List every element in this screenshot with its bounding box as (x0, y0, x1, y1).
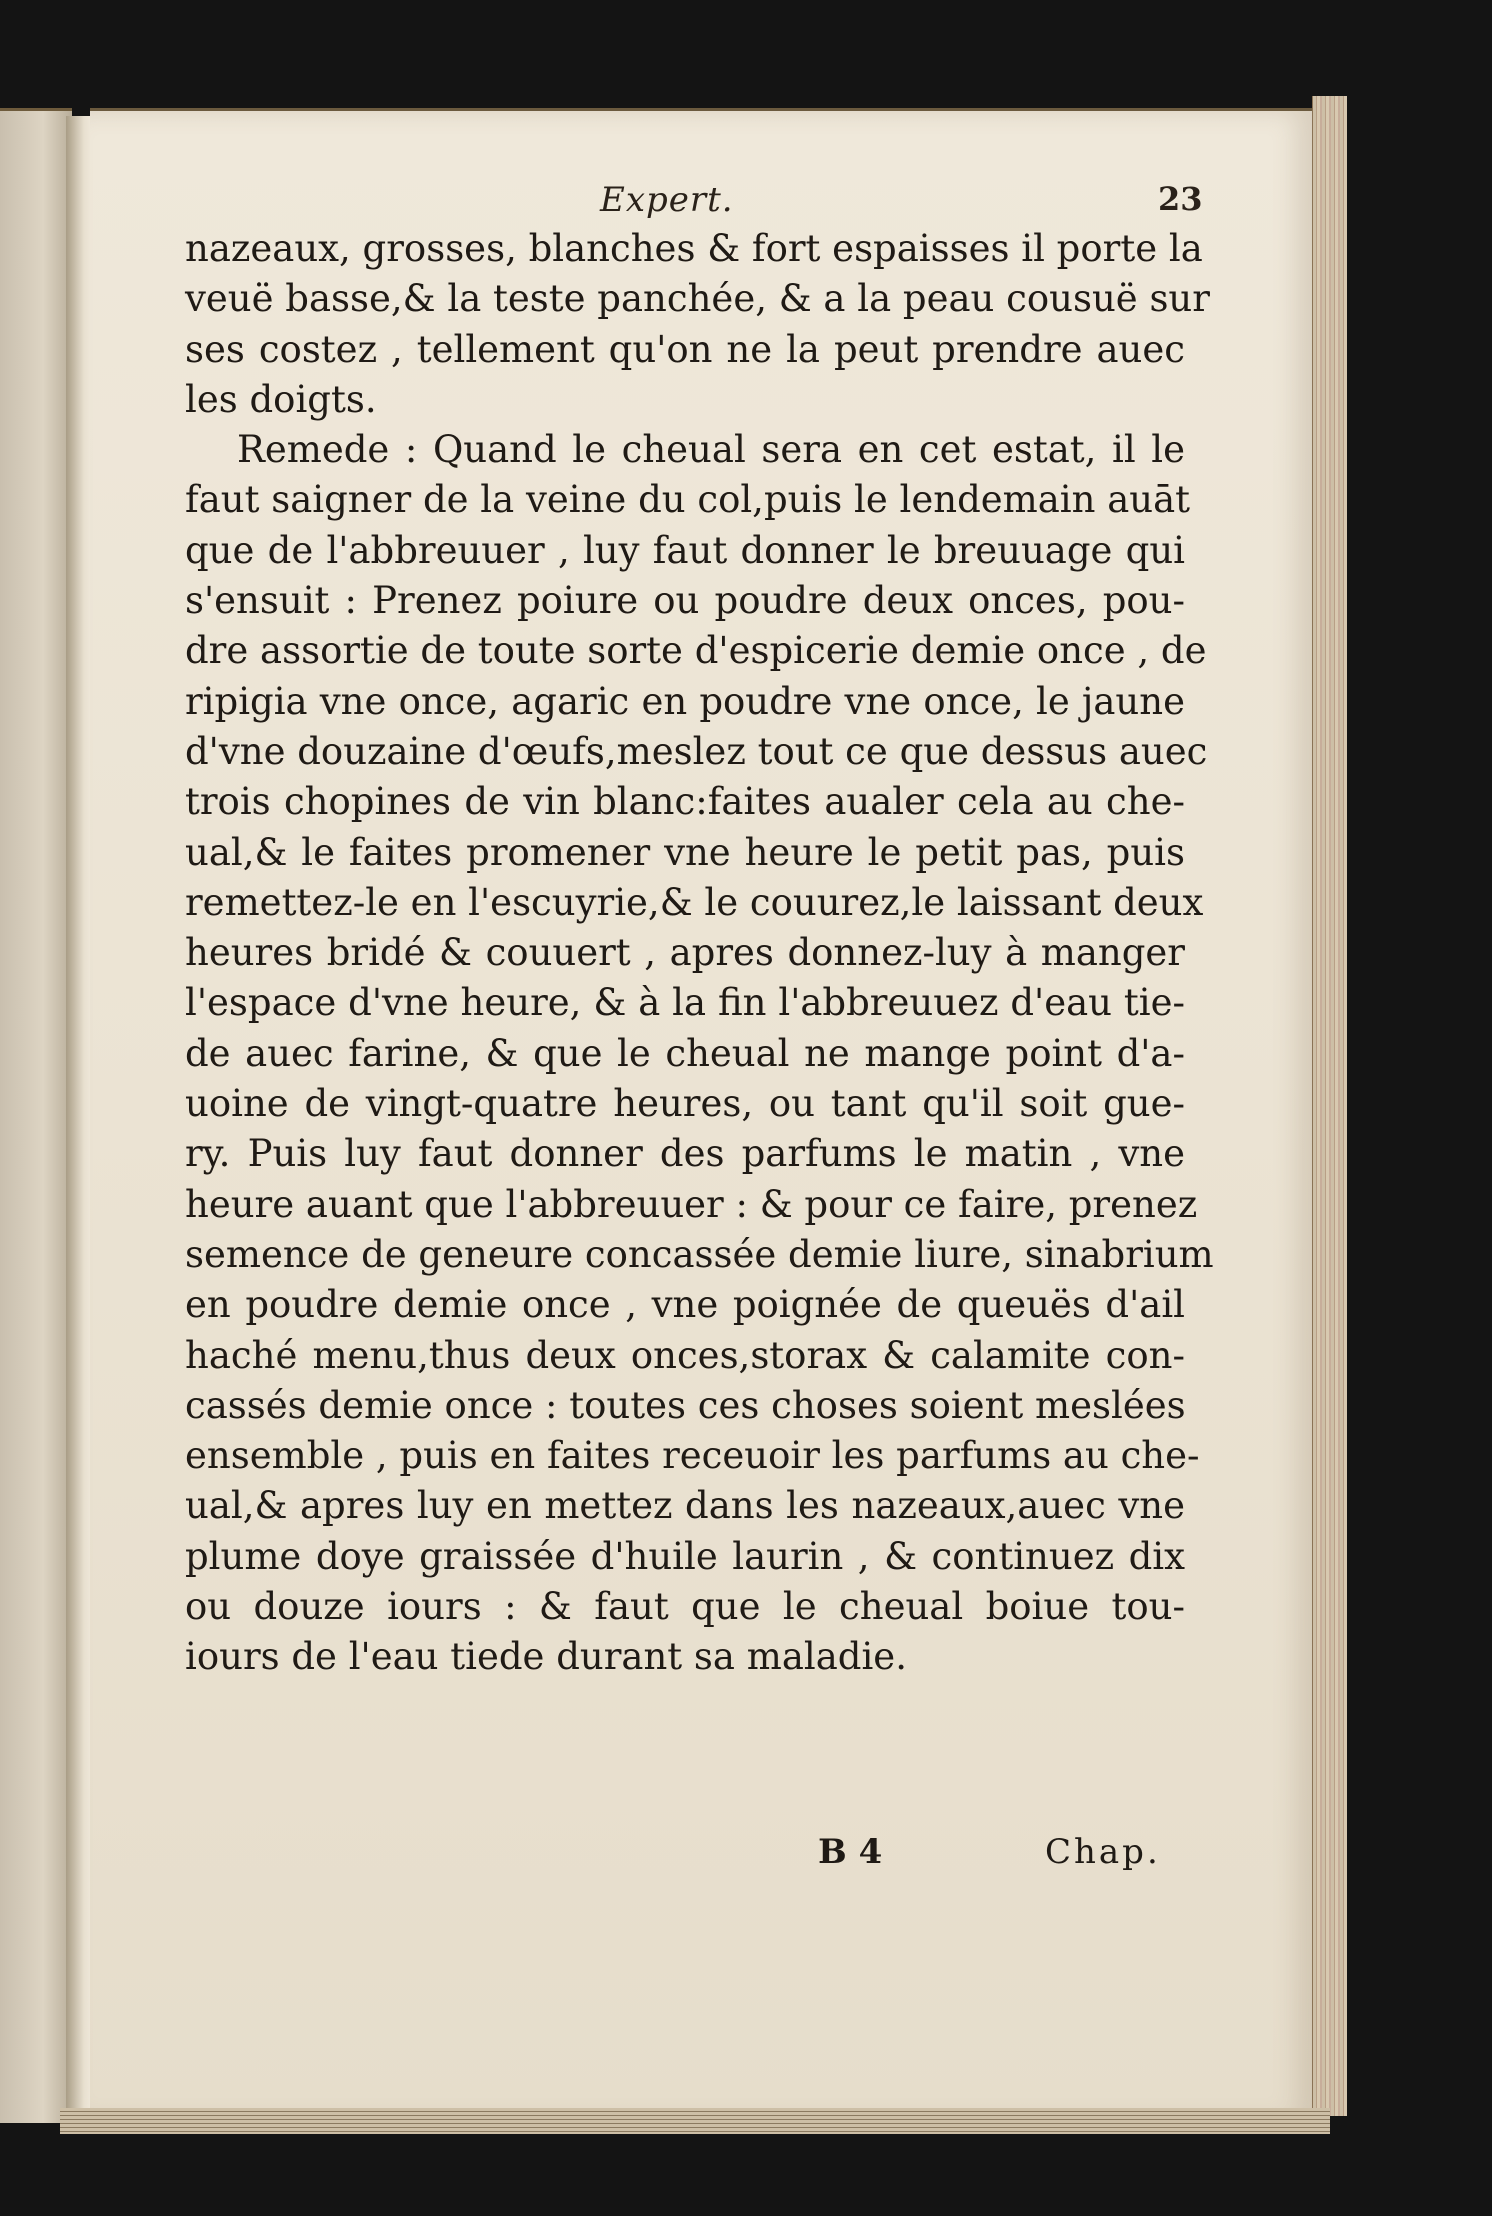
text-line: d'vne douzaine d'œufs,meslez tout ce que dessus auec (185, 729, 1208, 773)
text-line: ses costez , tellement qu'on ne la peut prendre auec (185, 327, 1185, 371)
text-line: trois chopines de vin blanc:faites aualer cela au che- (185, 780, 1185, 824)
signature-mark: B 4 (818, 1832, 883, 1872)
text-line: ripigia vne once, agaric en poudre vne once, le jaune (185, 679, 1185, 723)
text-line: ual,& apres luy en mettez dans les nazeaux,auec vne (185, 1484, 1185, 1528)
text-line: que de l'abbreuuer , luy faut donner le breuuage qui (185, 528, 1185, 572)
text-line: ou douze iours : & faut que le cheual boiue tou- (185, 1585, 1185, 1629)
text-block (185, 224, 1214, 1683)
text-line: uoine de vingt-quatre heures, ou tant qu'il soit gue- (185, 1082, 1185, 1126)
text-line: faut saigner de la veine du col,puis le lendemain auāt (185, 478, 1191, 522)
text-line: ensemble , puis en faites receuoir les parfums au che- (185, 1434, 1200, 1478)
text-line: s'ensuit : Prenez poiure ou poudre deux onces, pou- (185, 579, 1185, 623)
gutter (66, 116, 92, 2116)
running-head (90, 180, 1316, 230)
catchword: Chap. (1045, 1832, 1161, 1872)
text-line: ual,& le faites promener vne heure le petit pas, puis (185, 830, 1185, 874)
text-line: remettez-le en l'escuyrie,& le couurez,le laissant deux (185, 880, 1204, 924)
fore-edge (1312, 96, 1347, 2116)
bottom-edge (60, 2108, 1330, 2134)
text-line: cassés demie once : toutes ces choses soient meslées (185, 1383, 1186, 1427)
text-line: iours de l'eau tiede durant sa maladie. (185, 1635, 907, 1679)
text-line: plume doye graissée d'huile laurin , & continuez dix (185, 1534, 1185, 1578)
text-line: semence de geneure concassée demie liure, sinabrium (185, 1232, 1214, 1276)
text-line: nazeaux, grosses, blanches & fort espaisses il porte la (185, 227, 1203, 270)
text-line: dre assortie de toute sorte d'espicerie demie once , de (185, 629, 1207, 673)
text-line: de auec farine, & que le cheual ne mange point d'a- (185, 1031, 1185, 1075)
text-line: heures bridé & couuert , apres donnez-luy à manger (185, 931, 1185, 975)
text-line: veuë basse,& la teste panchée, & a la peau cousuë sur (185, 277, 1210, 321)
text-line: en poudre demie once , vne poignée de queuës d'ail (185, 1283, 1185, 1327)
left-page-edge (0, 108, 72, 2123)
text-line: ry. Puis luy faut donner des parfums le matin , vne (185, 1132, 1185, 1176)
text-line: les doigts. (185, 377, 377, 421)
text-line: l'espace d'vne heure, & à la fin l'abbreuuez d'eau tie- (185, 981, 1185, 1025)
text-line: haché menu,thus deux onces,storax & calamite con- (185, 1333, 1185, 1377)
running-title: Expert. (600, 180, 734, 220)
text-line: Remede : Quand le cheual sera en cet estat, il le (237, 428, 1185, 472)
page-number: 23 (1158, 180, 1203, 218)
text-line: heure auant que l'abbreuuer : & pour ce faire, prenez (185, 1182, 1198, 1226)
catchline (90, 1832, 1316, 1882)
